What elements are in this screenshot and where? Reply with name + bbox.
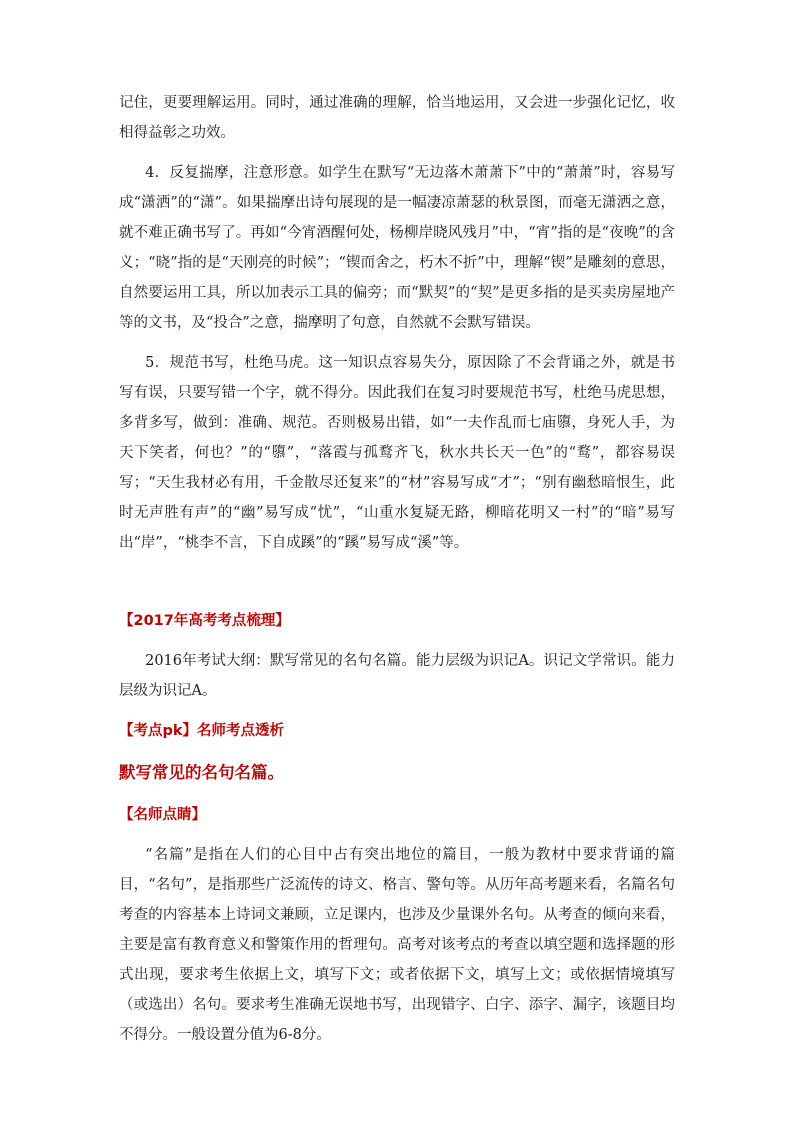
heading-2017-exam-points: 【2017年高考考点梳理】 [119,613,290,629]
paragraph-intro: 记住，更要理解运用。同时，通过准确的理解，恰当地运用，又会进一步强化记忆，收相得益彰之功效。 [119,95,675,141]
document-page [119,88,675,1050]
heading-topic: 默写常见的名句名篇。 [119,763,284,782]
paragraph-point-4: 4．反复揣摩，注意形意。如学生在默写“无边落木萧萧下”中的“萧萧”时，容易写成“潇洒”的“潇”。如果揣摩出诗句展现的是一幅凄凉萧瑟的秋景图，而毫无潇洒之意，就不难正确书写了。再如“今宵酒醒何处，杨柳岸晓风残月”中，“宵”指的是“夜晚”的含义；“晓”指的是“天刚亮的时候”；“锲而舍之，朽木不折”中，理解“锲”是雕刻的意思，自然要运用工具，所以加表示工具的偏旁；而“默契”的“契”是更多指的是买卖房屋地产等的文书，及“投合”之意，揣摩明了句意，自然就不会默写错误。 [119,165,675,331]
heading-kaodian-pk: 【考点pk】名师考点透析 [119,723,285,739]
heading-teacher-tips: 【名师点睛】 [119,807,206,823]
paragraph-exam-outline: 2016年考试大纲：默写常见的名句名篇。能力层级为识记A。识记文学常识。能力层级为识记A。 [119,653,675,699]
paragraph-point-5: 5．规范书写，杜绝马虎。这一知识点容易失分，原因除了不会背诵之外，就是书写有误，只要写错一个字，就不得分。因此我们在复习时要规范书写，杜绝马虎思想，多背多写，做到：准确、规范。否则极易出错，如“一夫作乱而七庙隳，身死人手，为天下笑者，何也？”的“隳”，“落霞与孤鹜齐飞，秋水共长天一色”的“鹜”，都容易误写；“天生我材必有用，千金散尽还复来”的“材”容易写成“才”；“别有幽愁暗恨生，此时无声胜有声”的“幽”易写成“忧”，“山重水复疑无路，柳暗花明又一村”的“暗”易写出“岸”，“桃李不言，下自成蹊”的“蹊”易写成“溪”等。 [119,355,675,551]
paragraph-teacher-tips: “名篇”是指在人们的心目中占有突出地位的篇目，一般为教材中要求背诵的篇目，“名句”，是指那些广泛流传的诗文、格言、警句等。从历年高考题来看，名篇名句考查的内容基本上诗词文兼顾，立足课内，也涉及少量课外名句。从考查的倾向来看，主要是富有教育意义和警策作用的哲理句。高考对该考点的考查以填空题和选择题的形式出现，要求考生依据上文，填写下文；或者依据下文，填写上文；或依据情境填写（或选出）名句。要求考生准确无误地书写，出现错字、白字、添字、漏字，该题目均不得分。一般设置分值为6-8分。 [119,847,675,1043]
